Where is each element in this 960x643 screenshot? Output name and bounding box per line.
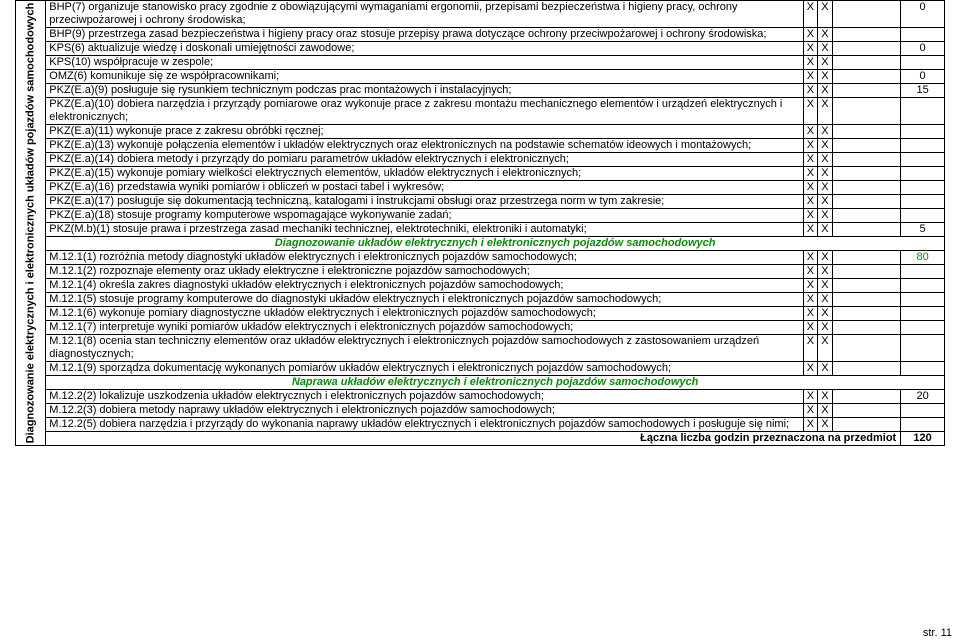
side-label-text: Diagnozowanie elektrycznych i elektronicznych układów pojazdów samochodowych <box>24 2 37 444</box>
mark-x1: X <box>803 418 818 432</box>
empty-cell <box>832 70 900 84</box>
outcome-text: BHP(7) organizuje stanowisko pracy zgodnie z obowiązującymi wymaganiami ergonomii, przepisami bezpieczeństwa i higieny pracy, ochrony przeciwpożarowej i ochrony środowiska; <box>46 1 803 28</box>
hours-value <box>901 404 945 418</box>
hours-value <box>901 195 945 209</box>
outcome-text: KPS(10) współpracuje w zespole; <box>46 56 803 70</box>
outcome-text: PKZ(E.a)(16) przedstawia wyniki pomiarów i obliczeń w postaci tabel i wykresów; <box>46 181 803 195</box>
table-row <box>16 139 945 153</box>
mark-x2: X <box>818 265 833 279</box>
outcome-text: M.12.2(3) dobiera metody naprawy układów elektrycznych i elektronicznych pojazdów samochodowych; <box>46 404 803 418</box>
outcome-text: M.12.1(9) sporządza dokumentację wykonanych pomiarów układów elektrycznych i elektronicznych pojazdów samochodowych; <box>46 362 803 376</box>
mark-x1: X <box>803 265 818 279</box>
outcome-text: PKZ(E.a)(10) dobiera narzędzia i przyrządy pomiarowe oraz wykonuje prace z zakresu montażu mechanicznego elementów i urządzeń elektrycznych i elektronicznych; <box>46 98 803 125</box>
outcome-text: M.12.2(2) lokalizuje uszkodzenia układów elektrycznych i elektronicznych pojazdów samochodowych; <box>46 390 803 404</box>
mark-x1: X <box>803 70 818 84</box>
section-header-row <box>16 376 945 390</box>
section-header-row <box>16 237 945 251</box>
table-row <box>16 223 945 237</box>
outcome-text: PKZ(E.a)(11) wykonuje prace z zakresu obróbki ręcznej; <box>46 125 803 139</box>
mark-x1: X <box>803 84 818 98</box>
empty-cell <box>832 84 900 98</box>
mark-x2: X <box>818 42 833 56</box>
hours-value <box>901 139 945 153</box>
mark-x1: X <box>803 42 818 56</box>
mark-x2: X <box>818 251 833 265</box>
table-row <box>16 28 945 42</box>
table-row <box>16 42 945 56</box>
mark-x2: X <box>818 307 833 321</box>
mark-x2: X <box>818 167 833 181</box>
hours-value <box>901 293 945 307</box>
mark-x2: X <box>818 223 833 237</box>
mark-x1: X <box>803 56 818 70</box>
mark-x1: X <box>803 321 818 335</box>
outcome-text: M.12.1(4) określa zakres diagnostyki układów elektrycznych i elektronicznych pojazdów samochodowych; <box>46 279 803 293</box>
empty-cell <box>832 418 900 432</box>
outcome-text: BHP(9) przestrzega zasad bezpieczeństwa i higieny pracy oraz stosuje przepisy prawa dotyczące ochrony przeciwpożarowej i ochrony środowiska; <box>46 28 803 42</box>
hours-value: 5 <box>901 223 945 237</box>
table-row <box>16 265 945 279</box>
empty-cell <box>832 404 900 418</box>
empty-cell <box>832 42 900 56</box>
mark-x2: X <box>818 321 833 335</box>
mark-x1: X <box>803 181 818 195</box>
mark-x2: X <box>818 362 833 376</box>
hours-value <box>901 307 945 321</box>
table-row <box>16 390 945 404</box>
hours-value <box>901 98 945 125</box>
outcome-text: M.12.1(6) wykonuje pomiary diagnostyczne układów elektrycznych i elektronicznych pojazdów samochodowych; <box>46 307 803 321</box>
mark-x2: X <box>818 70 833 84</box>
hours-value <box>901 167 945 181</box>
outcome-text: PKZ(E.a)(15) wykonuje pomiary wielkości elektrycznych elementów, układów elektrycznych i elektronicznych; <box>46 167 803 181</box>
table-row <box>16 125 945 139</box>
empty-cell <box>832 181 900 195</box>
mark-x1: X <box>803 209 818 223</box>
mark-x2: X <box>818 56 833 70</box>
outcome-text: PKZ(E.a)(9) posługuje się rysunkiem technicznym podczas prac montażowych i instalacyjnych; <box>46 84 803 98</box>
mark-x2: X <box>818 28 833 42</box>
outcome-text: M.12.1(2) rozpoznaje elementy oraz układy elektryczne i elektroniczne pojazdów samochodowych; <box>46 265 803 279</box>
mark-x2: X <box>818 98 833 125</box>
empty-cell <box>832 321 900 335</box>
mark-x2: X <box>818 390 833 404</box>
empty-cell <box>832 125 900 139</box>
outcome-text: M.12.1(7) interpretuje wyniki pomiarów układów elektrycznych i elektronicznych pojazdów samochodowych; <box>46 321 803 335</box>
outcome-text: OMZ(6) komunikuje się ze współpracownikami; <box>46 70 803 84</box>
table-row <box>16 98 945 125</box>
outcome-text: M.12.2(5) dobiera narzędzia i przyrządy do wykonania naprawy układów elektrycznych i elektronicznych pojazdów samochodowych i posługuje się nimi; <box>46 418 803 432</box>
table-row <box>16 251 945 265</box>
hours-value <box>901 265 945 279</box>
mark-x1: X <box>803 195 818 209</box>
hours-value: 20 <box>901 390 945 404</box>
mark-x2: X <box>818 125 833 139</box>
outcome-text: M.12.1(8) ocenia stan techniczny elementów oraz układów elektrycznych i elektronicznych pojazdów samochodowych z zastosowaniem urządzeń diagnostycznych; <box>46 335 803 362</box>
empty-cell <box>832 223 900 237</box>
empty-cell <box>832 1 900 28</box>
section-title: Naprawa układów elektrycznych i elektronicznych pojazdów samochodowych <box>46 376 945 390</box>
hours-value: 0 <box>901 70 945 84</box>
hours-value <box>901 362 945 376</box>
table-row <box>16 84 945 98</box>
mark-x2: X <box>818 418 833 432</box>
table-row <box>16 153 945 167</box>
hours-value: 0 <box>901 42 945 56</box>
table-row <box>16 167 945 181</box>
table-row <box>16 209 945 223</box>
table-row <box>16 404 945 418</box>
curriculum-table <box>15 0 945 446</box>
mark-x1: X <box>803 98 818 125</box>
mark-x1: X <box>803 279 818 293</box>
empty-cell <box>832 390 900 404</box>
hours-value <box>901 418 945 432</box>
mark-x1: X <box>803 153 818 167</box>
total-value: 120 <box>901 432 945 446</box>
table-row <box>16 56 945 70</box>
outcome-text: PKZ(M.b)(1) stosuje prawa i przestrzega zasad mechaniki technicznej, elektrotechniki, elektroniki i automatyki; <box>46 223 803 237</box>
hours-value: 15 <box>901 84 945 98</box>
empty-cell <box>832 209 900 223</box>
hours-value <box>901 335 945 362</box>
outcome-text: PKZ(E.a)(18) stosuje programy komputerowe wspomagające wykonywanie zadań; <box>46 209 803 223</box>
mark-x2: X <box>818 195 833 209</box>
outcome-text: KPS(6) aktualizuje wiedzę i doskonali umiejętności zawodowe; <box>46 42 803 56</box>
mark-x1: X <box>803 307 818 321</box>
mark-x2: X <box>818 209 833 223</box>
table-row <box>16 279 945 293</box>
table-row <box>16 181 945 195</box>
page-number: str. 11 <box>922 627 952 639</box>
mark-x2: X <box>818 181 833 195</box>
section-side-label <box>16 1 46 446</box>
document-page <box>15 0 960 446</box>
table-row <box>16 293 945 307</box>
hours-value: 0 <box>901 1 945 28</box>
mark-x2: X <box>818 404 833 418</box>
mark-x2: X <box>818 279 833 293</box>
hours-value <box>901 125 945 139</box>
empty-cell <box>832 307 900 321</box>
mark-x2: X <box>818 139 833 153</box>
empty-cell <box>832 251 900 265</box>
empty-cell <box>832 335 900 362</box>
empty-cell <box>832 56 900 70</box>
mark-x2: X <box>818 84 833 98</box>
hours-value <box>901 321 945 335</box>
outcome-text: PKZ(E.a)(14) dobiera metody i przyrządy do pomiaru parametrów układów elektrycznych i elektronicznych; <box>46 153 803 167</box>
empty-cell <box>832 28 900 42</box>
section-title: Diagnozowanie układów elektrycznych i elektronicznych pojazdów samochodowych <box>46 237 945 251</box>
hours-value <box>901 28 945 42</box>
hours-value <box>901 279 945 293</box>
total-label: Łączna liczba godzin przeznaczona na przedmiot <box>46 432 901 446</box>
mark-x2: X <box>818 335 833 362</box>
table-row <box>16 362 945 376</box>
total-row <box>16 432 945 446</box>
empty-cell <box>832 98 900 125</box>
mark-x2: X <box>818 153 833 167</box>
outcome-text: M.12.1(1) rozróżnia metody diagnostyki układów elektrycznych i elektronicznych pojazdów samochodowych; <box>46 251 803 265</box>
outcome-text: PKZ(E.a)(17) posługuje się dokumentacją techniczną, katalogami i instrukcjami obsługi oraz przestrzega norm w tym zakresie; <box>46 195 803 209</box>
empty-cell <box>832 153 900 167</box>
mark-x1: X <box>803 167 818 181</box>
table-row <box>16 195 945 209</box>
empty-cell <box>832 293 900 307</box>
mark-x1: X <box>803 251 818 265</box>
empty-cell <box>832 265 900 279</box>
mark-x1: X <box>803 223 818 237</box>
empty-cell <box>832 167 900 181</box>
outcome-text: M.12.1(5) stosuje programy komputerowe do diagnostyki układów elektrycznych i elektronicznych pojazdów samochodowych; <box>46 293 803 307</box>
table-row <box>16 418 945 432</box>
mark-x1: X <box>803 125 818 139</box>
table-row <box>16 70 945 84</box>
mark-x1: X <box>803 139 818 153</box>
empty-cell <box>832 195 900 209</box>
mark-x2: X <box>818 293 833 307</box>
mark-x1: X <box>803 362 818 376</box>
table-row <box>16 1 945 28</box>
mark-x1: X <box>803 1 818 28</box>
empty-cell <box>832 279 900 293</box>
mark-x1: X <box>803 293 818 307</box>
mark-x1: X <box>803 335 818 362</box>
outcome-text: PKZ(E.a)(13) wykonuje połączenia elementów i układów elektrycznych oraz elektronicznych na podstawie schematów ideowych i montażowych; <box>46 139 803 153</box>
mark-x1: X <box>803 404 818 418</box>
table-row <box>16 307 945 321</box>
mark-x1: X <box>803 390 818 404</box>
table-row <box>16 335 945 362</box>
empty-cell <box>832 362 900 376</box>
hours-value <box>901 181 945 195</box>
hours-value <box>901 56 945 70</box>
mark-x1: X <box>803 28 818 42</box>
empty-cell <box>832 139 900 153</box>
mark-x2: X <box>818 1 833 28</box>
hours-value <box>901 153 945 167</box>
hours-value: 80 <box>901 251 945 265</box>
hours-value <box>901 209 945 223</box>
table-row <box>16 321 945 335</box>
